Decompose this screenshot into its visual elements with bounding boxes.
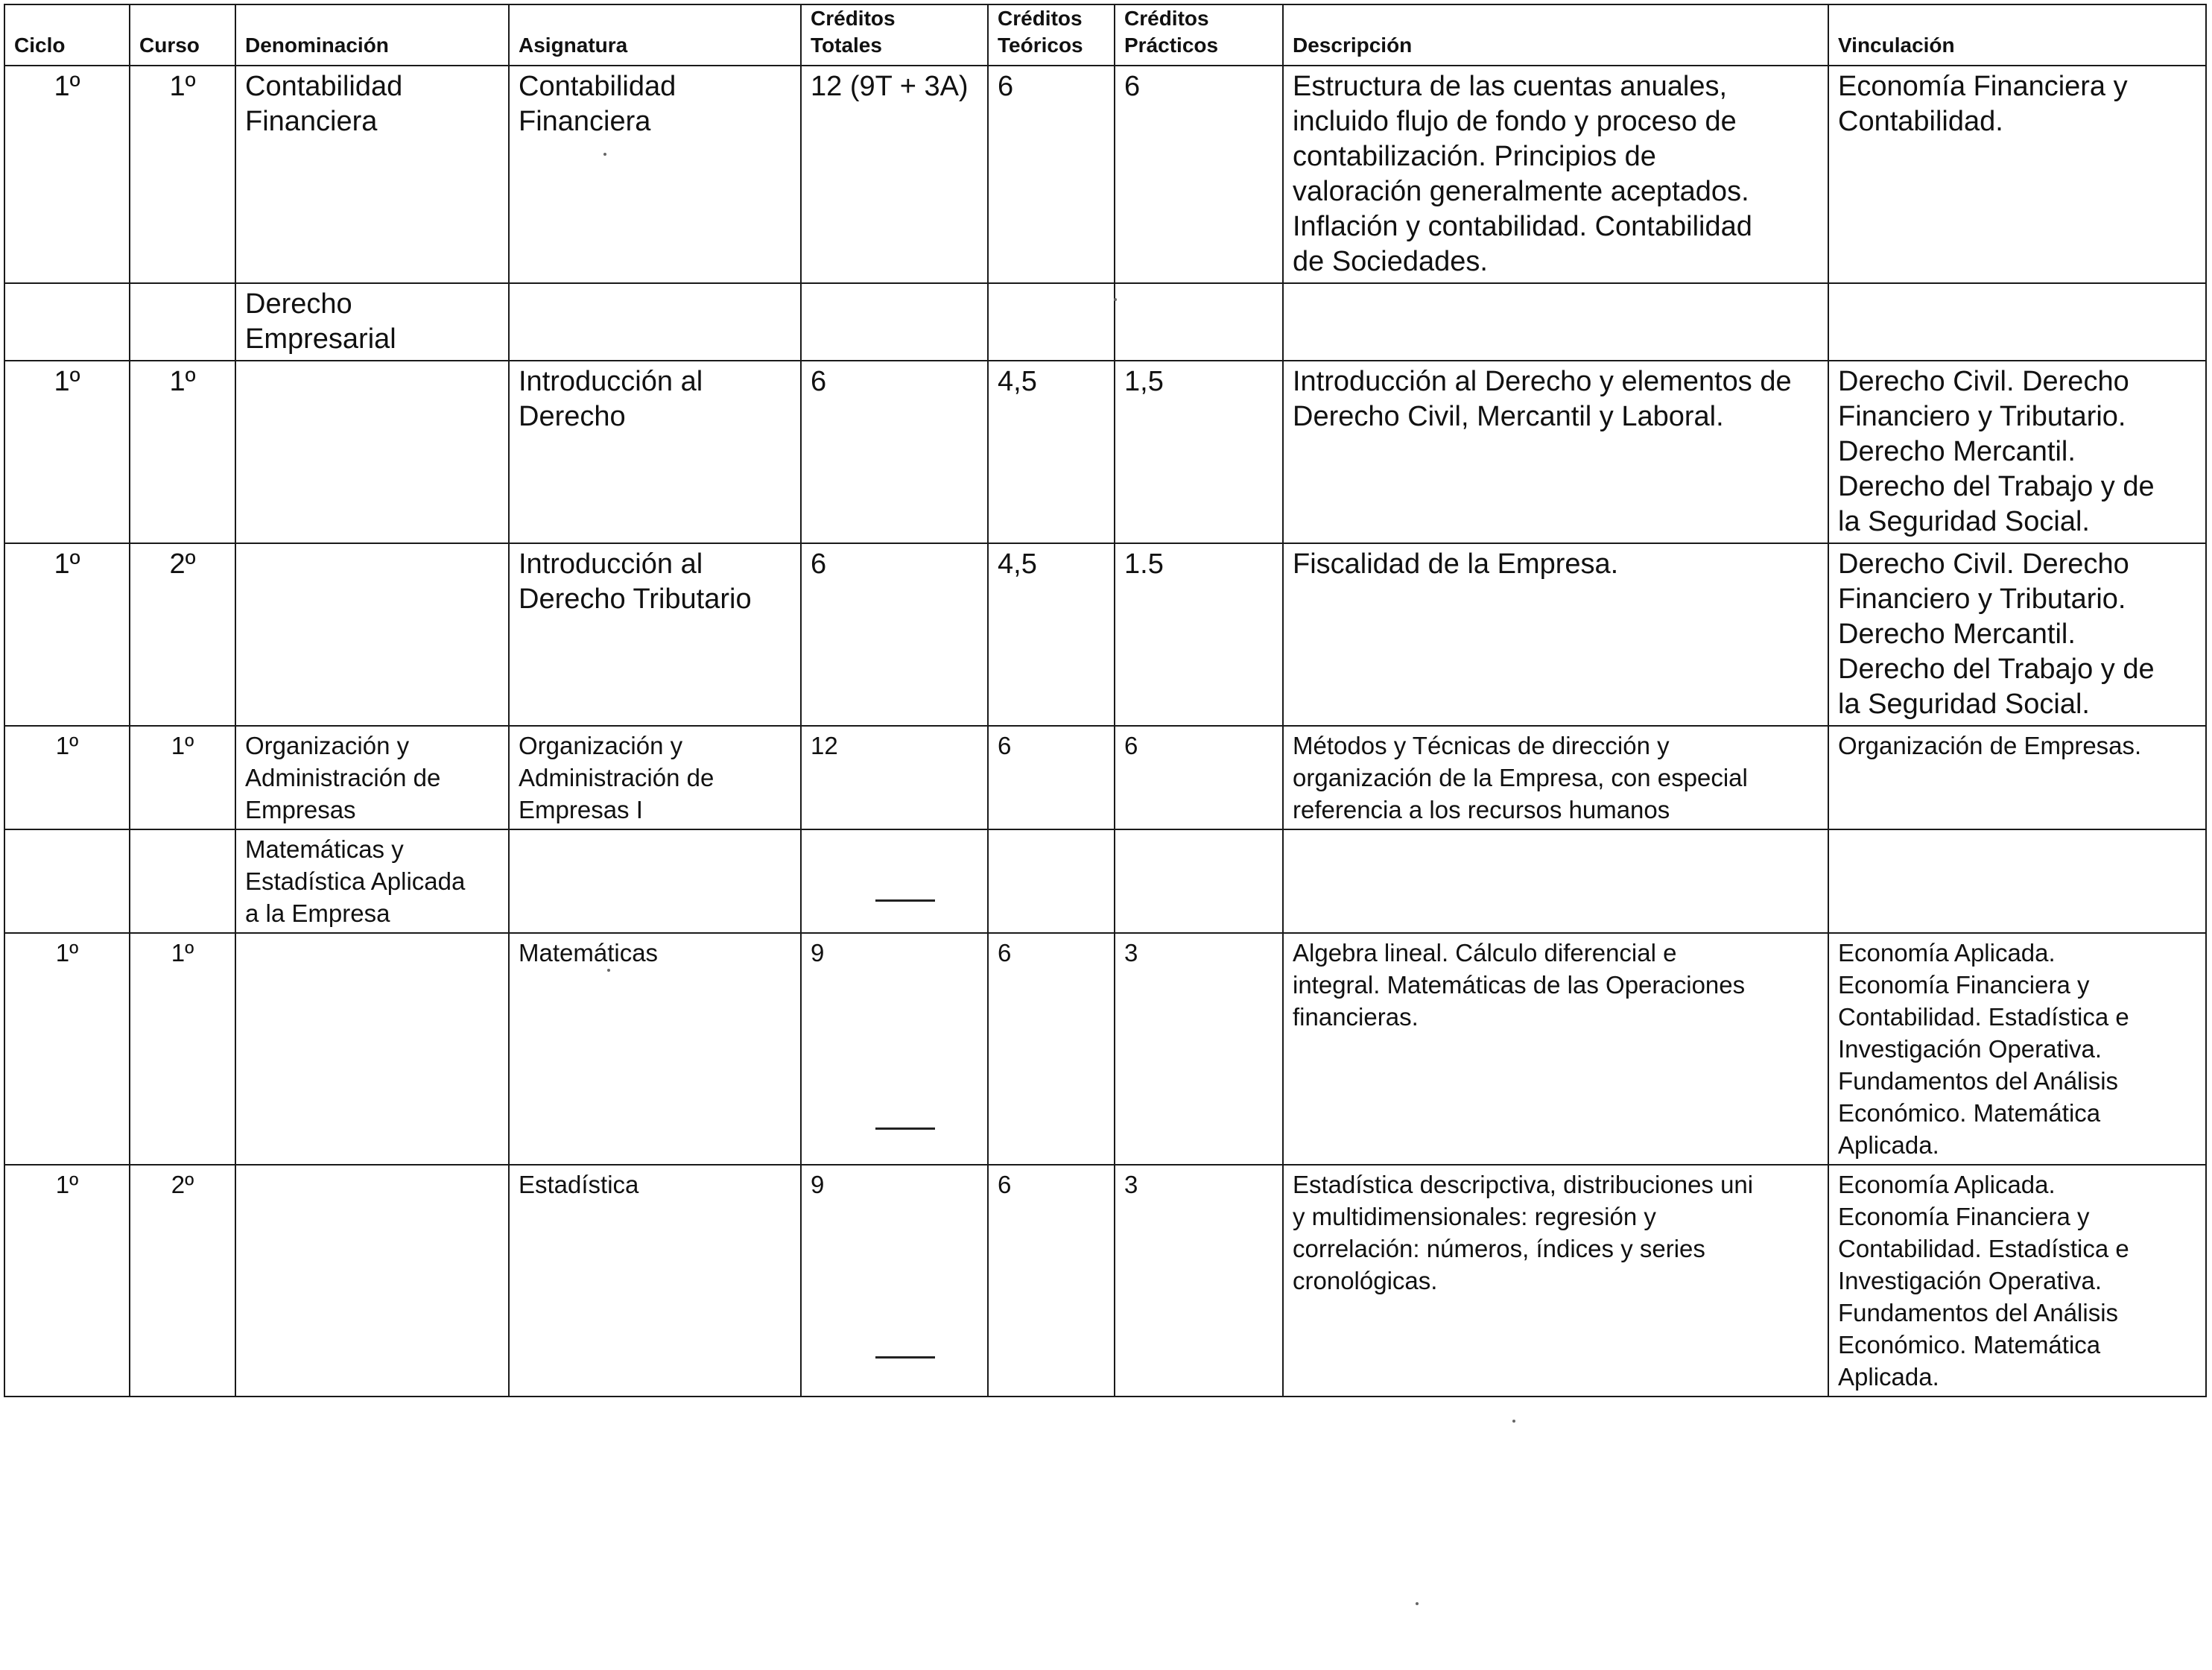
table-row <box>4 66 2206 283</box>
cell-ciclo: 1º <box>4 66 130 283</box>
table-row <box>4 933 2206 1165</box>
cell-descripcion: Estructura de las cuentas anuales, incluido flujo de fondo y proceso de contabilización. Principios de valoración generalmente aceptados. Inflación y contabilidad. Contabilidad de Sociedades. <box>1283 66 1828 283</box>
cell-creditos-teoricos: 6 <box>988 726 1115 829</box>
cell-creditos-practicos: 3 <box>1115 933 1283 1165</box>
cell-descripcion: Algebra lineal. Cálculo diferencial e integral. Matemáticas de las Operaciones financieras. <box>1283 933 1828 1165</box>
header-asignatura: Asignatura <box>509 4 801 66</box>
study-plan-table <box>4 4 2207 1397</box>
cell-curso: 2º <box>130 543 235 726</box>
header-descripcion: Descripción <box>1283 4 1828 66</box>
cell-creditos-totales: 12 <box>801 726 988 829</box>
cell-creditos-practicos <box>1115 283 1283 361</box>
cell-vinculacion: Derecho Civil. Derecho Financiero y Tributario. Derecho Mercantil. Derecho del Trabajo y de la Seguridad Social. <box>1828 361 2206 543</box>
scan-speck <box>1114 298 1117 301</box>
cell-creditos-totales: 6 <box>801 361 988 543</box>
cell-denominacion <box>235 933 509 1165</box>
cell-curso <box>130 283 235 361</box>
cell-asignatura: Organización y Administración de Empresas I <box>509 726 801 829</box>
header-curso: Curso <box>130 4 235 66</box>
cell-creditos-practicos: 3 <box>1115 1165 1283 1397</box>
cell-vinculacion <box>1828 829 2206 933</box>
cell-asignatura: Contabilidad Financiera <box>509 66 801 283</box>
cell-asignatura <box>509 829 801 933</box>
cell-vinculacion: Economía Aplicada. Economía Financiera y Contabilidad. Estadística e Investigación Operativa. Fundamentos del Análisis Económico. Matemática Aplicada. <box>1828 1165 2206 1397</box>
header-vinculacion: Vinculación <box>1828 4 2206 66</box>
header-row <box>4 4 2206 66</box>
cell-ciclo: 1º <box>4 726 130 829</box>
cell-curso: 2º <box>130 1165 235 1397</box>
table-row <box>4 283 2206 361</box>
cell-ciclo: 1º <box>4 361 130 543</box>
cell-creditos-teoricos: 4,5 <box>988 543 1115 726</box>
cell-vinculacion <box>1828 283 2206 361</box>
cell-vinculacion: Economía Financiera y Contabilidad. <box>1828 66 2206 283</box>
header-denominacion: Denominación <box>235 4 509 66</box>
cell-creditos-totales: 9 <box>801 933 988 1165</box>
table-row <box>4 543 2206 726</box>
cell-denominacion: Contabilidad Financiera <box>235 66 509 283</box>
cell-descripcion: Fiscalidad de la Empresa. <box>1283 543 1828 726</box>
cell-asignatura: Introducción al Derecho <box>509 361 801 543</box>
cell-creditos-totales <box>801 829 988 933</box>
cell-descripcion <box>1283 283 1828 361</box>
cell-creditos-totales: 6 <box>801 543 988 726</box>
header-ciclo: Ciclo <box>4 4 130 66</box>
scan-mark <box>875 1356 935 1359</box>
cell-descripcion: Introducción al Derecho y elementos de Derecho Civil, Mercantil y Laboral. <box>1283 361 1828 543</box>
cell-vinculacion: Derecho Civil. Derecho Financiero y Tributario. Derecho Mercantil. Derecho del Trabajo y de la Seguridad Social. <box>1828 543 2206 726</box>
cell-creditos-totales: 9 <box>801 1165 988 1397</box>
scan-mark <box>875 899 935 902</box>
cell-creditos-teoricos: 6 <box>988 933 1115 1165</box>
scan-speck <box>1512 1420 1515 1423</box>
cell-curso: 1º <box>130 933 235 1165</box>
study-plan-sheet <box>4 4 2207 1397</box>
cell-vinculacion: Economía Aplicada. Economía Financiera y Contabilidad. Estadística e Investigación Operativa. Fundamentos del Análisis Económico. Matemática Aplicada. <box>1828 933 2206 1165</box>
cell-asignatura: Matemáticas <box>509 933 801 1165</box>
cell-creditos-teoricos <box>988 829 1115 933</box>
cell-denominacion <box>235 1165 509 1397</box>
cell-ciclo: 1º <box>4 543 130 726</box>
cell-asignatura: Introducción al Derecho Tributario <box>509 543 801 726</box>
cell-creditos-teoricos <box>988 283 1115 361</box>
cell-creditos-practicos: 6 <box>1115 726 1283 829</box>
cell-denominacion: Matemáticas y Estadística Aplicada a la Empresa <box>235 829 509 933</box>
cell-ciclo: 1º <box>4 933 130 1165</box>
cell-denominacion: Organización y Administración de Empresas <box>235 726 509 829</box>
scan-speck <box>607 969 610 972</box>
table-row <box>4 829 2206 933</box>
cell-asignatura: Estadística <box>509 1165 801 1397</box>
cell-creditos-totales <box>801 283 988 361</box>
cell-creditos-totales: 12 (9T + 3A) <box>801 66 988 283</box>
table-row <box>4 726 2206 829</box>
cell-denominacion <box>235 361 509 543</box>
table-row <box>4 361 2206 543</box>
cell-curso: 1º <box>130 66 235 283</box>
cell-creditos-teoricos: 4,5 <box>988 361 1115 543</box>
cell-denominacion: Derecho Empresarial <box>235 283 509 361</box>
cell-creditos-practicos: 1,5 <box>1115 361 1283 543</box>
cell-curso: 1º <box>130 726 235 829</box>
header-creditos-teoricos: Créditos Teóricos <box>988 4 1115 66</box>
table-row <box>4 1165 2206 1397</box>
cell-descripcion: Estadística descripctiva, distribuciones uni y multidimensionales: regresión y correlación: números, índices y series cronológicas. <box>1283 1165 1828 1397</box>
cell-descripcion: Métodos y Técnicas de dirección y organización de la Empresa, con especial referencia a los recursos humanos <box>1283 726 1828 829</box>
cell-creditos-teoricos: 6 <box>988 1165 1115 1397</box>
header-creditos-practicos: Créditos Prácticos <box>1115 4 1283 66</box>
cell-creditos-teoricos: 6 <box>988 66 1115 283</box>
header-creditos-totales: Créditos Totales <box>801 4 988 66</box>
cell-curso <box>130 829 235 933</box>
cell-vinculacion: Organización de Empresas. <box>1828 726 2206 829</box>
cell-ciclo <box>4 829 130 933</box>
cell-descripcion <box>1283 829 1828 933</box>
cell-creditos-practicos: 6 <box>1115 66 1283 283</box>
cell-ciclo <box>4 283 130 361</box>
cell-creditos-practicos: 1.5 <box>1115 543 1283 726</box>
cell-ciclo: 1º <box>4 1165 130 1397</box>
cell-asignatura <box>509 283 801 361</box>
scan-speck <box>603 153 606 156</box>
scan-speck <box>1416 1602 1419 1605</box>
scan-mark <box>875 1127 935 1130</box>
cell-curso: 1º <box>130 361 235 543</box>
cell-denominacion <box>235 543 509 726</box>
cell-creditos-practicos <box>1115 829 1283 933</box>
